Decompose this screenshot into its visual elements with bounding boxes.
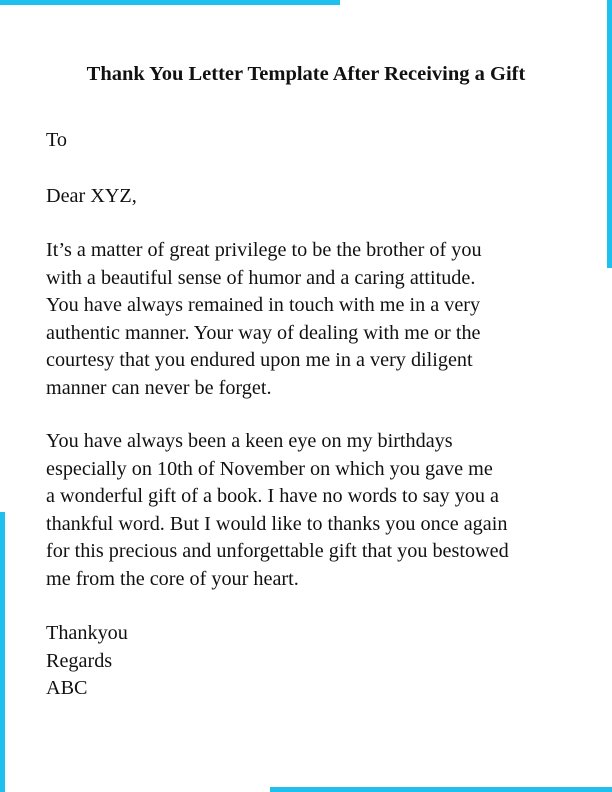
paragraph-line: It’s a matter of great privilege to be the brother of you: [46, 239, 482, 261]
body-paragraph-1: [46, 237, 482, 402]
paragraph-line: manner can never be forget.: [46, 376, 272, 399]
recipient-line: To: [46, 129, 68, 151]
paragraph-line: You have always been a keen eye on my birthdays: [46, 430, 453, 452]
accent-bar-right: [607, 0, 612, 268]
signature: ABC: [46, 677, 88, 699]
paragraph-line: You have always remained in touch with me in a very: [46, 294, 481, 316]
paragraph-line: for this precious and unforgettable gift that you bestowed: [46, 540, 509, 562]
accent-bar-top: [0, 0, 340, 5]
salutation: Dear XYZ,: [46, 185, 137, 207]
paragraph-line: me from the core of your heart.: [46, 567, 299, 590]
paragraph-line: with a beautiful sense of humor and a caring attitude.: [46, 266, 476, 289]
closing-regards: Regards: [46, 650, 113, 672]
accent-bar-left: [0, 512, 5, 792]
page-title: Thank You Letter Template After Receiving a Gift: [86, 63, 526, 85]
paragraph-line: courtesy that you endured upon me in a very diligent: [46, 349, 473, 371]
paragraph-line: a wonderful gift of a book. I have no words to say you a: [46, 485, 499, 507]
paragraph-line: thankful word. But I would like to thanks you once again: [46, 512, 508, 535]
body-paragraph-2: [46, 428, 509, 593]
paragraph-line: especially on 10th of November on which you gave me: [46, 457, 493, 480]
closing-thanks: Thankyou: [46, 622, 128, 644]
paragraph-line: authentic manner. Your way of dealing with me or the: [46, 321, 481, 344]
accent-bar-bottom: [270, 787, 612, 792]
